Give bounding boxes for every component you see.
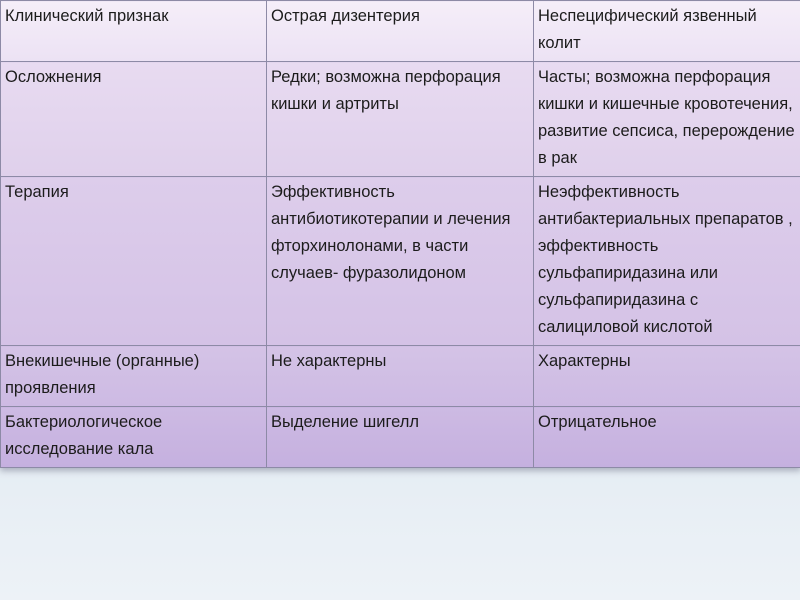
table-cell: Неэффективность антибактериальных препаратов , эффективность сульфапиридазина или сульфапиридазина с салициловой кислотой	[534, 177, 800, 346]
table-cell: Выделение шигелл	[267, 407, 534, 468]
table-row	[1, 346, 800, 407]
table-cell: Не характерны	[267, 346, 534, 407]
table-cell: Внекишечные (органные) проявления	[1, 346, 267, 407]
table-header-row	[1, 1, 800, 62]
table-cell: Эффективность антибиотикотерапии и лечения фторхинолонами, в части случаев- фуразолидоном	[267, 177, 534, 346]
table-cell: Характерны	[534, 346, 800, 407]
table-row	[1, 177, 800, 346]
table-cell: Бактериологическое исследование кала	[1, 407, 267, 468]
header-cell-feature: Клинический признак	[1, 1, 267, 62]
table-cell: Осложнения	[1, 62, 267, 177]
table-row	[1, 407, 800, 468]
table-cell: Редки; возможна перфорация кишки и артриты	[267, 62, 534, 177]
header-cell-acute-dysentery: Острая дизентерия	[267, 1, 534, 62]
table-row	[1, 62, 800, 177]
table-cell: Отрицательное	[534, 407, 800, 468]
table-cell: Часты; возможна перфорация кишки и кишечные кровотечения, развитие сепсиса, перерождение в рак	[534, 62, 800, 177]
table-cell: Терапия	[1, 177, 267, 346]
header-cell-ulcerative-colitis: Неспецифический язвенный колит	[534, 1, 800, 62]
